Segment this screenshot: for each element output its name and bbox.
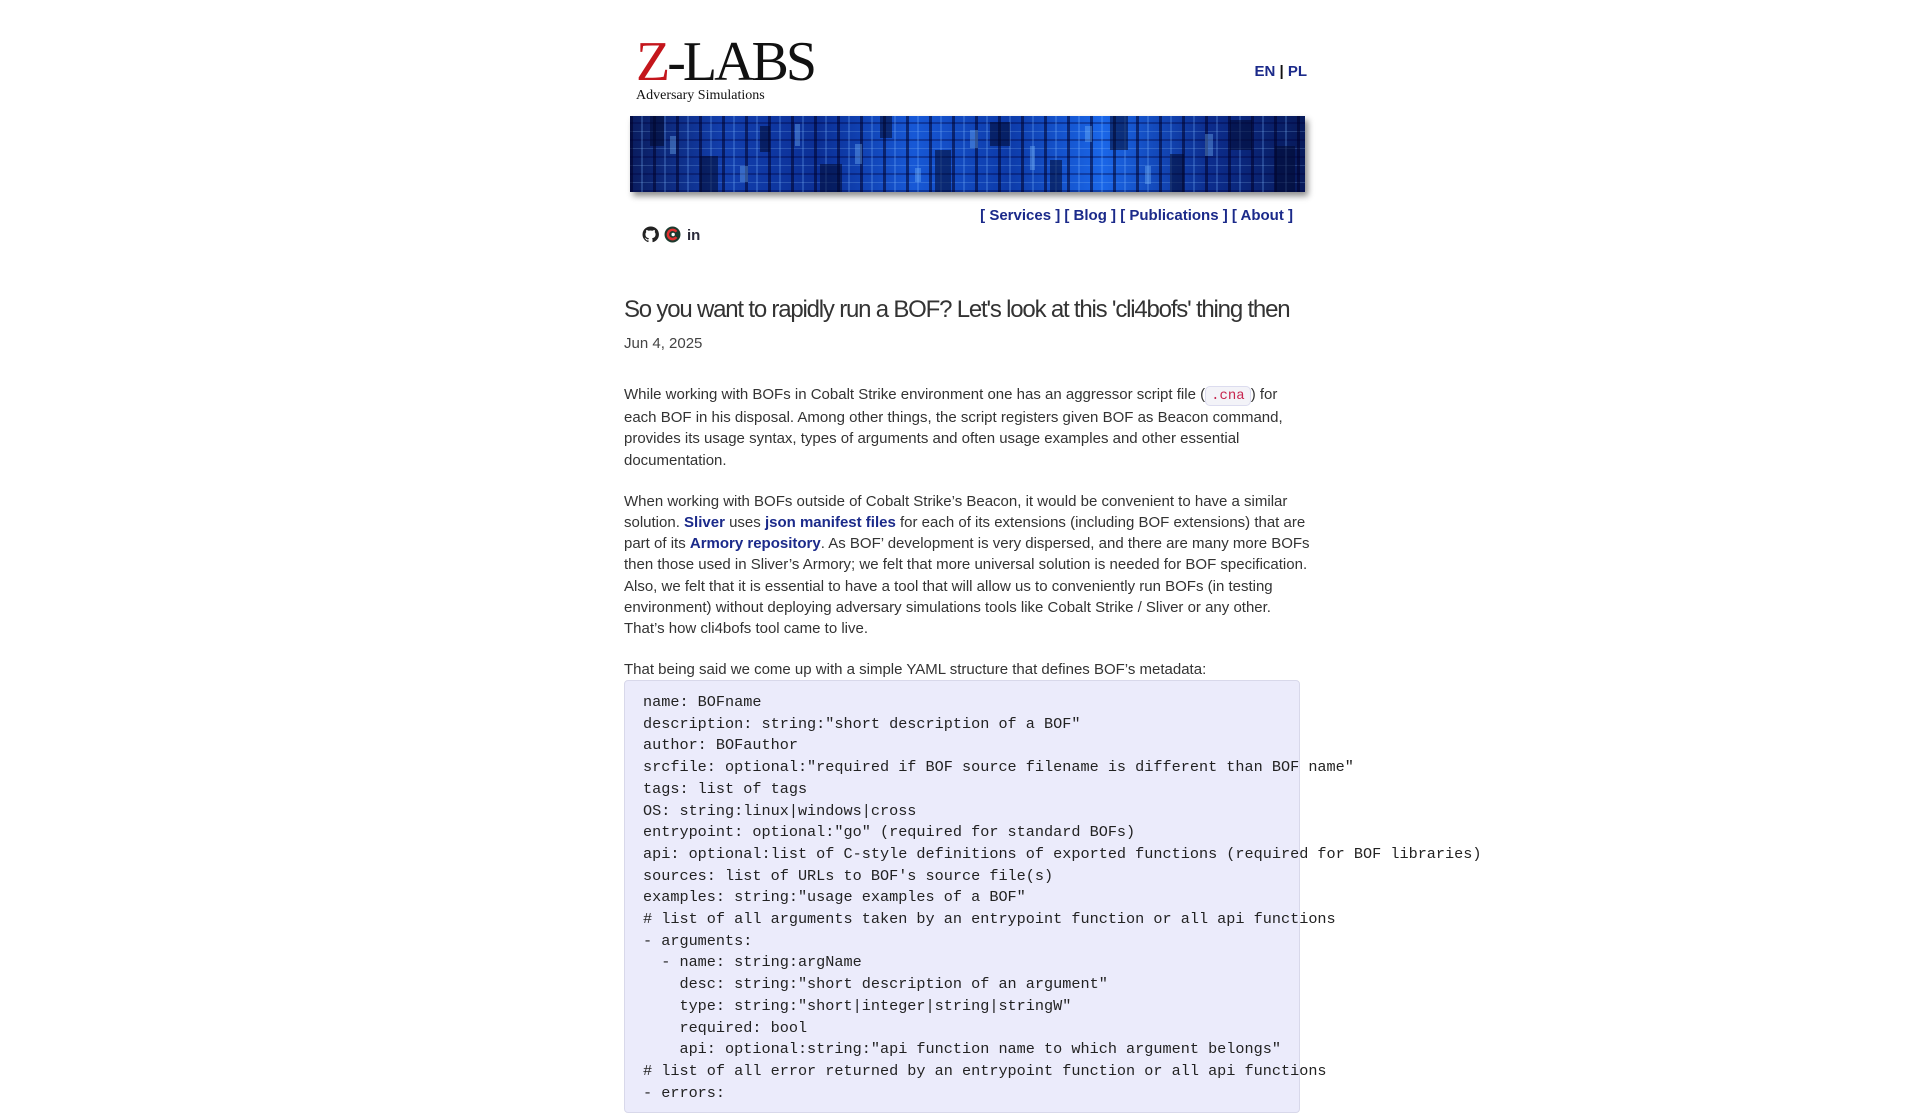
lang-pl-link[interactable]: PL xyxy=(1287,63,1307,80)
nav-blog-link[interactable]: Blog xyxy=(1073,207,1107,224)
header-banner-image xyxy=(630,116,1305,192)
github-icon[interactable] xyxy=(642,226,659,243)
logo-wordmark xyxy=(636,31,815,93)
code-line: - arguments: xyxy=(643,931,753,950)
article-date: Jun 4, 2025 xyxy=(624,335,703,352)
code-line: sources: list of URLs to BOF's source file(s) xyxy=(643,866,1054,885)
codeberg-icon[interactable] xyxy=(664,226,681,243)
svg-text:in: in xyxy=(687,227,701,244)
code-line: required: bool xyxy=(643,1018,808,1037)
code-line: tags: list of tags xyxy=(643,779,808,798)
logo-tagline: Adversary Simulations xyxy=(636,88,765,103)
language-switcher xyxy=(1254,63,1307,80)
yaml-code-block xyxy=(624,680,1482,1113)
banner-pattern xyxy=(630,116,1305,192)
site-logo[interactable] xyxy=(636,31,815,104)
article-body xyxy=(624,384,1312,700)
code-line: type: string:"short|integer|string|stringW" xyxy=(643,996,1072,1015)
paragraph-intro: While working with BOFs in Cobalt Strike environment one has an aggressor script file ( .cna ) for each BOF in his disposal. Among other things, the script registers given BOF as Beacon command, provides its usage syntax, types of arguments and often usage examples and other essential documentation. xyxy=(624,386,1283,469)
code-line: OS: string:linux|windows|cross xyxy=(643,801,917,820)
nav-about-link[interactable]: About xyxy=(1240,207,1284,224)
nav-services-link[interactable]: Services xyxy=(989,207,1052,224)
code-line: api: optional:string:"api function name to which argument belongs" xyxy=(643,1040,1281,1059)
lang-en-link[interactable]: EN xyxy=(1254,63,1276,80)
code-line: srcfile: optional:"required if BOF source filename is different than BOF name" xyxy=(643,758,1354,777)
nav-publications-link[interactable]: Publications xyxy=(1129,207,1219,224)
code-line: name: BOFname xyxy=(643,693,762,711)
linkedin-icon[interactable] xyxy=(686,226,703,243)
code-line: desc: string:"short description of an argument" xyxy=(643,975,1108,994)
lang-separator: | xyxy=(1279,63,1284,80)
logo-z: Z xyxy=(636,31,668,93)
code-line: description: string:"short description of a BOF" xyxy=(643,714,1081,733)
main-navigation: [ Services ] [ Blog ] [ Publications ] [ About ] xyxy=(980,207,1293,224)
code-line: examples: string:"usage examples of a BOF" xyxy=(643,888,1026,907)
paragraph-motivation: When working with BOFs outside of Cobalt Strike’s Beacon, it would be convenient to have a similar solution. Sliver uses json manifest files for each of its extensions (including BOF extensions) that are part of its Armory repository. As BOF’ development is very dispersed, and there are many more BOFs then those used in Sliver’s Armory; we felt that more universal solution is needed for BOF specification. Also, we felt that it is essential to have a tool that will allow us to conveniently run BOFs (in testing environment) without deploying adversary simulations tools like Cobalt Strike / Sliver or any other. That’s how cli4bofs tool came to live. xyxy=(624,492,1310,638)
logo-labs: -LABS xyxy=(667,31,815,93)
sliver-link[interactable]: Sliver xyxy=(684,514,725,532)
inline-code-cna: .cna xyxy=(1205,386,1251,406)
paragraph-yaml-intro: That being said we come up with a simple YAML structure that defines BOF’s metadata: xyxy=(624,661,1207,679)
code-line: author: BOFauthor xyxy=(643,736,798,755)
code-line: # list of all error returned by an entrypoint function or all api functions xyxy=(643,1061,1327,1080)
armory-repository-link[interactable]: Armory repository xyxy=(689,535,821,553)
json-manifest-files-link[interactable]: json manifest files xyxy=(764,514,896,532)
article-title: So you want to rapidly run a BOF? Let's look at this 'cli4bofs' thing then xyxy=(624,296,1290,323)
code-line: api: optional:list of C-style definitions of exported functions (required for BOF libraries) xyxy=(643,844,1482,863)
code-line: entrypoint: optional:"go" (required for standard BOFs) xyxy=(643,823,1136,842)
code-line: - name: string:argName xyxy=(643,953,862,972)
code-line: # list of all arguments taken by an entrypoint function or all api functions xyxy=(643,910,1336,929)
code-line: - errors: xyxy=(643,1083,726,1102)
social-links xyxy=(642,226,703,243)
